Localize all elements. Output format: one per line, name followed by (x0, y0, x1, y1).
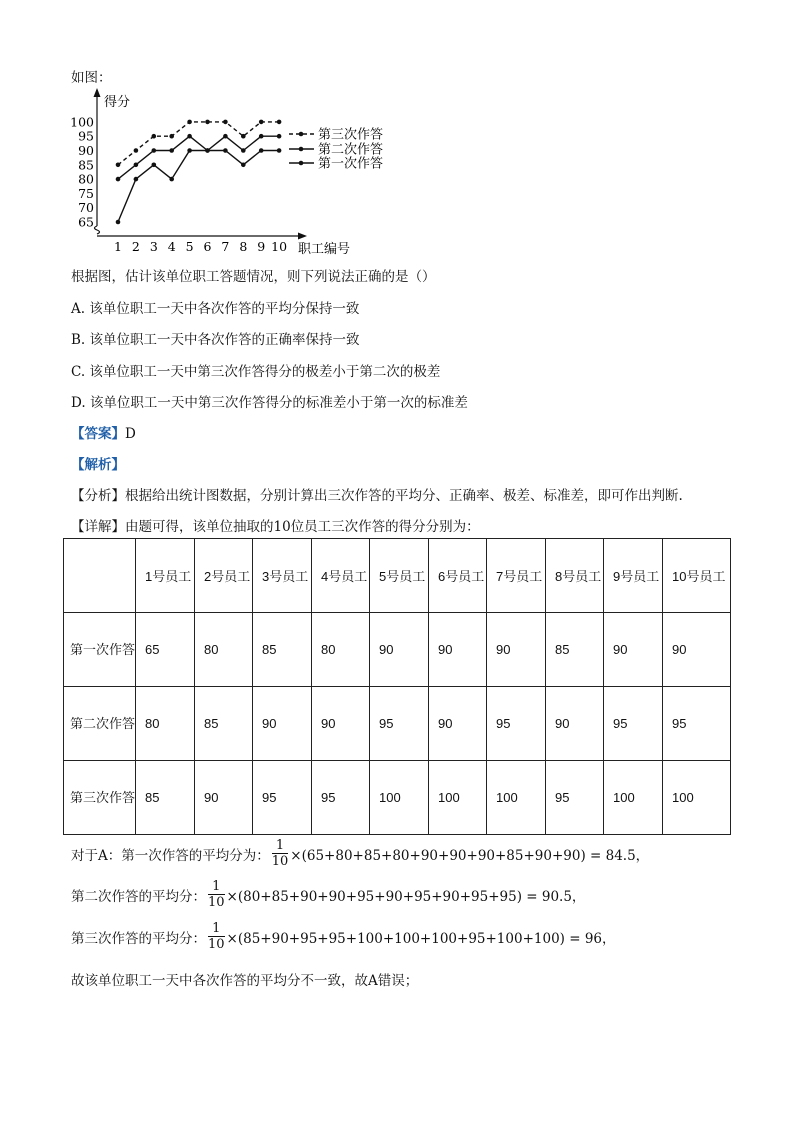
fraction-denominator: 10 (208, 937, 225, 952)
calc-expression: ×(65+80+85+80+90+90+90+85+90+90) = 84.5， (290, 847, 650, 864)
x-axis-label: 职工编号 (298, 242, 351, 257)
fraction (272, 838, 289, 869)
data-point (223, 134, 228, 139)
data-point (169, 134, 174, 139)
data-point (277, 120, 282, 125)
x-tick-label: 6 (203, 239, 212, 254)
data-point (134, 177, 139, 182)
calc-expression: ×(85+90+95+95+100+100+100+95+100+100) = 96， (226, 930, 616, 947)
conclusion-text: 故该单位职工一天中各次作答的平均分不一致，故A错误； (71, 973, 419, 989)
table-cell: 95 (663, 687, 731, 761)
data-point (187, 148, 192, 153)
data-point (152, 163, 157, 168)
fraction-numerator: 1 (272, 838, 289, 854)
table-cell: 90 (487, 613, 546, 687)
table-cell: 80 (195, 613, 253, 687)
data-point (259, 148, 264, 153)
table-corner-cell (64, 539, 136, 613)
axis-break (95, 226, 100, 234)
data-point (277, 148, 282, 153)
data-point (169, 177, 174, 182)
legend-label: 第三次作答 (318, 127, 384, 143)
data-point (241, 148, 246, 153)
table-header-cell: 7号员工 (487, 539, 546, 613)
data-point (152, 148, 157, 153)
x-tick-label: 8 (239, 239, 248, 254)
data-point (187, 120, 192, 125)
data-point (223, 120, 228, 125)
data-point (134, 163, 139, 168)
table-row (64, 761, 731, 835)
table-cell: 85 (136, 761, 195, 835)
fenxi-line (71, 484, 683, 504)
table-cell: 90 (429, 613, 487, 687)
xiangjie-text: 由题可得，该单位抽取的10位员工三次作答的得分分别为： (125, 519, 480, 535)
fraction-numerator: 1 (208, 921, 225, 937)
y-axis-label: 得分 (104, 95, 131, 110)
series-line (118, 136, 279, 179)
data-point (277, 134, 282, 139)
fenxi-label: 【分析】 (71, 488, 125, 504)
table-cell: 90 (370, 613, 429, 687)
table-cell: 80 (312, 613, 370, 687)
table-row-label: 第一次作答 (64, 613, 136, 687)
option-a: A. 该单位职工一天中各次作答的平均分保持一致 (71, 301, 360, 317)
data-point (134, 148, 139, 153)
calc-prefix: 第三次作答的平均分： (71, 930, 206, 947)
y-tick-label: 80 (78, 171, 94, 187)
x-tick-label: 2 (131, 239, 140, 254)
table-cell: 95 (253, 761, 312, 835)
table-row-label: 第三次作答 (64, 761, 136, 835)
table-cell: 100 (604, 761, 663, 835)
fenxi-text: 根据给出统计图数据，分别计算出三次作答的平均分、正确率、极差、标准差，即可作出判断. (125, 488, 683, 504)
table-header-cell: 5号员工 (370, 539, 429, 613)
table-cell: 95 (604, 687, 663, 761)
legend-marker (299, 132, 304, 137)
table-header-cell: 3号员工 (253, 539, 312, 613)
y-tick-label: 90 (78, 143, 94, 158)
data-point (152, 134, 157, 139)
table-header-cell: 4号员工 (312, 539, 370, 613)
calc-prefix: 对于A：第一次作答的平均分为： (71, 847, 270, 864)
calc-line-3 (71, 921, 616, 952)
data-point (241, 163, 246, 168)
table-cell: 100 (370, 761, 429, 835)
calc-expression: ×(80+85+90+90+95+90+95+90+95+95) = 90.5， (226, 888, 586, 905)
intro-text: 如图： (71, 70, 112, 86)
table-cell: 90 (604, 613, 663, 687)
y-tick-label: 65 (78, 214, 94, 230)
legend-label: 第一次作答 (318, 156, 384, 172)
answer-value: D (125, 426, 136, 442)
table-cell: 85 (195, 687, 253, 761)
data-point (205, 148, 210, 153)
table-cell: 90 (195, 761, 253, 835)
x-axis-arrow (298, 233, 307, 240)
option-d: D. 该单位职工一天中第三次作答得分的标准差小于第一次的标准差 (71, 395, 468, 411)
x-tick-label: 3 (149, 239, 158, 254)
data-point (116, 177, 121, 182)
table-cell: 90 (663, 613, 731, 687)
data-point (259, 134, 264, 139)
question-text: 根据图，估计该单位职工答题情况，则下列说法正确的是（） (71, 269, 436, 285)
table-cell: 95 (370, 687, 429, 761)
xiangjie-line (71, 515, 480, 535)
xiangjie-label: 【详解】 (71, 519, 125, 535)
table-cell: 95 (546, 761, 604, 835)
legend-label: 第二次作答 (318, 142, 384, 158)
table-header-row (64, 539, 731, 613)
data-point (259, 120, 264, 125)
table-cell: 100 (663, 761, 731, 835)
x-tick-label: 5 (185, 239, 194, 254)
table-header-cell: 6号员工 (429, 539, 487, 613)
fraction-denominator: 10 (208, 895, 225, 910)
x-tick-label: 9 (257, 239, 266, 254)
analysis-heading (71, 453, 125, 473)
score-line-chart (60, 88, 400, 260)
table-row-label: 第二次作答 (64, 687, 136, 761)
calc-line-2 (71, 879, 585, 910)
table-cell: 65 (136, 613, 195, 687)
y-tick-label: 75 (78, 185, 94, 201)
legend-marker (299, 161, 304, 166)
table-header-cell: 10号员工 (663, 539, 731, 613)
analysis-label: 【解析】 (71, 457, 125, 473)
data-point (241, 134, 246, 139)
table-cell: 100 (429, 761, 487, 835)
table-header-cell: 8号员工 (546, 539, 604, 613)
y-axis-arrow (94, 88, 101, 97)
x-tick-label: 7 (221, 239, 230, 254)
option-b: B. 该单位职工一天中各次作答的正确率保持一致 (71, 332, 360, 348)
series-line (118, 151, 279, 223)
fraction (208, 921, 225, 952)
table-cell: 90 (312, 687, 370, 761)
score-table (63, 538, 731, 835)
answer-label: 【答案】 (71, 426, 125, 442)
table-cell: 85 (546, 613, 604, 687)
fraction-numerator: 1 (208, 879, 225, 895)
table-cell: 80 (136, 687, 195, 761)
data-point (169, 148, 174, 153)
y-tick-label: 100 (70, 114, 94, 130)
data-point (223, 148, 228, 153)
table-cell: 95 (312, 761, 370, 835)
table-cell: 90 (429, 687, 487, 761)
y-tick-label: 70 (78, 200, 94, 216)
calc-prefix: 第二次作答的平均分： (71, 888, 206, 905)
table-header-cell: 2号员工 (195, 539, 253, 613)
data-point (205, 120, 210, 125)
legend-marker (299, 147, 304, 152)
calc-line-1 (71, 838, 649, 869)
table-cell: 85 (253, 613, 312, 687)
table-cell: 100 (487, 761, 546, 835)
table-row (64, 613, 731, 687)
data-point (187, 134, 192, 139)
table-cell: 90 (253, 687, 312, 761)
x-tick-label: 4 (167, 239, 176, 254)
table-row (64, 687, 731, 761)
y-tick-label: 85 (78, 157, 94, 173)
table-cell: 90 (546, 687, 604, 761)
option-c: C. 该单位职工一天中第三次作答得分的极差小于第二次的极差 (71, 364, 441, 380)
table-cell: 95 (487, 687, 546, 761)
answer-line (71, 422, 136, 442)
table-header-cell: 9号员工 (604, 539, 663, 613)
fraction-denominator: 10 (271, 854, 289, 869)
y-tick-label: 95 (78, 128, 94, 144)
data-point (116, 220, 121, 225)
x-tick-label: 10 (271, 239, 288, 254)
table-header-cell: 1号员工 (136, 539, 195, 613)
data-point (116, 163, 121, 168)
x-tick-label: 1 (114, 239, 122, 254)
fraction (208, 879, 225, 910)
